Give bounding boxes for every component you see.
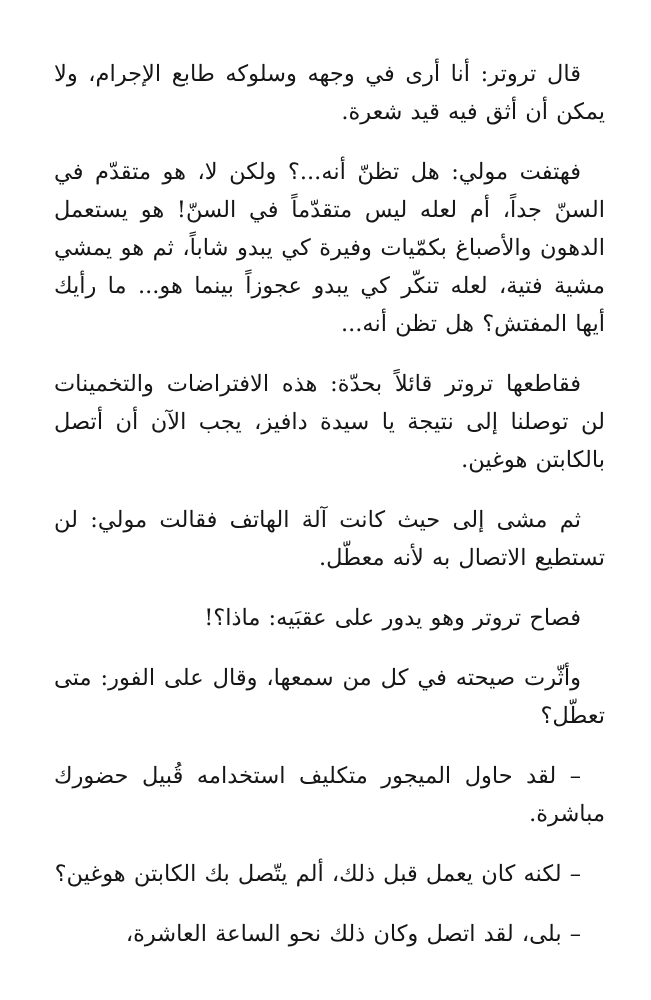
paragraph-3: فقاطعها تروتر قائلاً بحدّة: هذه الافتراضات والتخمينات لن توصلنا إلى نتيجة يا سيدة دافيز، يجب الآن أن أتصل بالكابتن هوغين. xyxy=(54,371,605,473)
paragraph-2: فهتفت مولي: هل تظنّ أنه...؟ ولكن لا، هو متقدّم في السنّ جداً، أم لعله ليس متقدّماً في السنّ! هو يستعمل الدهون والأصباغ بكمّيات وفيرة كي يبدو شاباً، ثم هو يمشي مشية فتية، لعله تنكّر كي يبدو عجوزاً بينما هو... ما رأيك أيها المفتش؟ هل تظن أنه... xyxy=(54,159,605,337)
dialogue-line-1: – لقد حاول الميجور متكليف استخدامه قُبيل حضورك مباشرة. xyxy=(54,763,605,827)
paragraph-4: ثم مشى إلى حيث كانت آلة الهاتف فقالت مولي: لن تستطيع الاتصال به لأنه معطّل. xyxy=(54,507,605,571)
paragraph-6: وأثّرت صيحته في كل من سمعها، وقال على الفور: متى تعطّل؟ xyxy=(54,665,605,729)
paragraph-1: قال تروتر: أنا أرى في وجهه وسلوكه طابع الإجرام، ولا يمكن أن أثق فيه قيد شعرة. xyxy=(54,61,605,125)
dialogue-line-2: – لكنه كان يعمل قبل ذلك، ألم يتّصل بك الكابتن هوغين؟ xyxy=(54,861,581,887)
paragraph-5: فصاح تروتر وهو يدور على عقبَيه: ماذا؟! xyxy=(204,605,581,631)
dialogue-line-3: – بلى، لقد اتصل وكان ذلك نحو الساعة العاشرة، xyxy=(125,921,581,947)
